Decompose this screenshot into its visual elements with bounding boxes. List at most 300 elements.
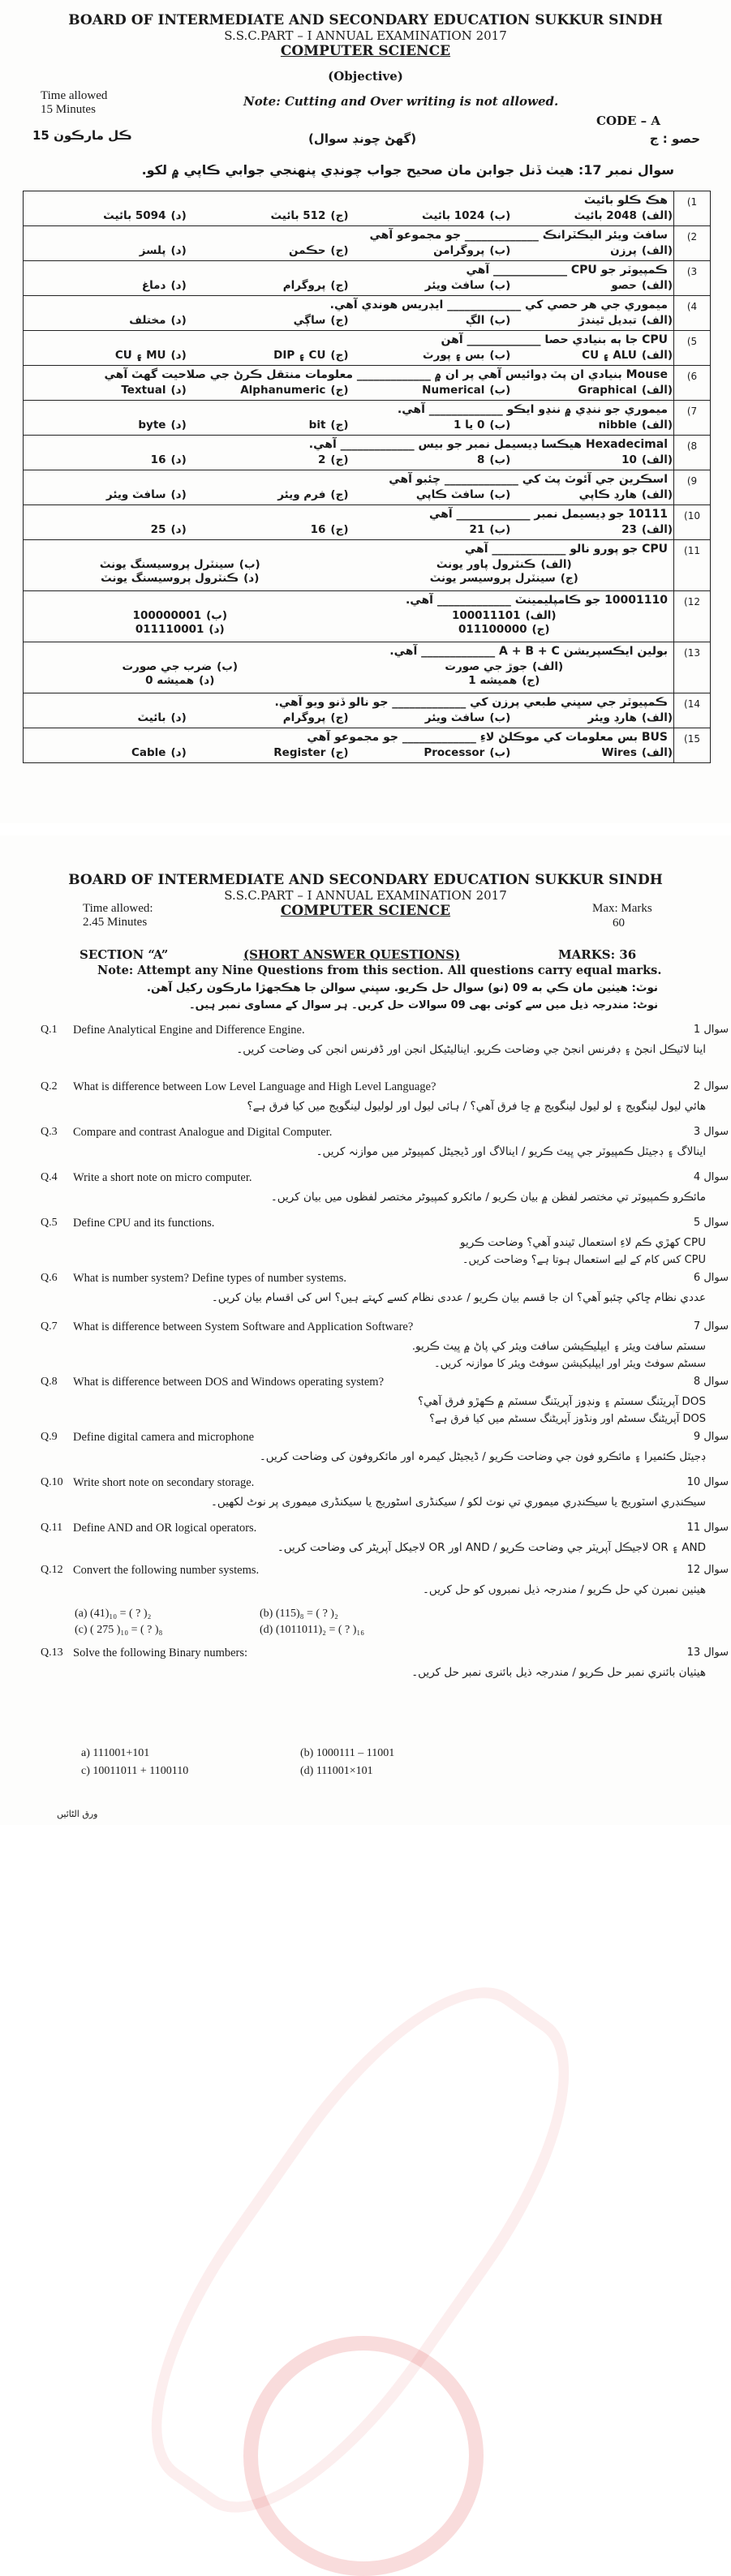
mcq-option-c [187,384,349,397]
question-translation-2: CPU کس کام کے لیے استعمال ہوتا ہے؟ وضاحت کریں۔ [462,1254,706,1266]
mcq-option-b [349,384,511,397]
option-letter: (الف) [641,453,673,466]
question-translation: ڊجيٽل ڪئميرا ۽ مائڪرو فون جي وضاحت ڪريو / ڈیجیٹل کیمرہ اور مائکروفون کی وضاحت کریں۔ [259,1450,706,1463]
q13-part: c) 10011011 + 1100110 [81,1765,189,1777]
mcq-option-b [349,244,511,257]
question-english: Write short note on secondary storage. [73,1476,255,1489]
question-number: Q.13 [41,1646,63,1659]
question-label-urdu: سوال 2 [693,1080,729,1093]
option-value: 2 [318,453,326,466]
option-letter: (ج) [330,711,349,724]
option-value: 100000001 [132,609,202,622]
option-letter: (د) [170,314,187,327]
option-value: تبديل ٿيندڙ [578,314,637,327]
mcq-number: (15 [674,728,711,763]
q12-part: (b) (115)₈ = ( ? )₂ [260,1608,338,1620]
mcq-option-a [510,488,673,501]
q12-part: (c) ( 275 )₁₀ = ( ? )₈ [75,1624,163,1636]
question-number: Q.1 [41,1024,58,1036]
watermark-seal [243,2336,484,2576]
question-label-urdu: سوال 12 [686,1564,729,1576]
question-label-urdu: سوال 8 [693,1376,729,1388]
mcq-row [24,331,711,366]
option-letter: (ج) [330,453,349,466]
option-letter: (ج) [522,674,540,687]
option-letter: (ب) [489,314,511,327]
mcq-option-a [510,314,673,327]
option-value: پروگرامن [433,244,485,257]
option-value: 10 [621,453,637,466]
option-value: ALU ۽ CU [582,349,637,362]
option-letter: (الف) [641,209,673,222]
option-value: هميشه 0 [145,674,195,687]
option-letter: (ج) [330,209,349,222]
question-english: What is difference between DOS and Windows operating system? [73,1376,385,1389]
option-value: ڪنٽرول پاور يونٽ [436,558,536,571]
mcq-question-text: ڪمپيوٽر جو CPU _____________ آهي [466,264,668,277]
mcq-option-b [349,746,511,759]
part-title: (گهڻ چونڊ سوال) [308,131,417,146]
mcq-row [24,226,711,261]
question-number: Q.2 [41,1080,58,1093]
mcq-option-c [187,711,349,724]
option-value: Wires [601,746,637,759]
mcq-option-d [24,674,336,687]
option-value: سافٽ ڪاپي [415,488,485,501]
option-value: 23 [621,523,637,536]
option-value: ساڳي [293,314,326,327]
objective-note: Note: Cutting and Over writing is not allowed. [243,94,559,109]
mcq-option-d [24,279,187,292]
max-marks-value: 60 [613,917,625,930]
mcq-option-d [24,349,187,362]
mcq-option-a [510,523,673,536]
exam-title: S.S.C.PART – I ANNUAL EXAMINATION 2017 [224,28,507,43]
mcq-number: (4 [674,296,711,331]
mcq-question-cell [24,541,673,590]
mcq-question-cell [24,227,673,260]
mcq-question-cell [24,332,673,364]
mcq-option-b [349,711,511,724]
option-value: 5094 بائيٽ [103,209,166,222]
mcq-question-cell [24,643,673,692]
mcq-option-d [24,523,187,536]
mcq-option-c [187,209,349,222]
question-translation: هيٺين نمبرن کي حل ڪريو / مندرجہ ذیل نمبروں کو حل کریں۔ [423,1583,706,1596]
mcq-option-a [349,558,660,571]
mcq-question-text: اسڪرين جي آئوٽ پٽ کي _____________ چئبو آهي [389,473,668,486]
time-label: Time allowed [41,89,108,102]
question-label-urdu: سوال 1 [693,1024,729,1036]
question-number: Q.4 [41,1171,58,1183]
option-value: 8 [476,453,485,466]
objective-instruction: سوال نمبر 17: هيٺ ڏنل جوابن مان صحيح جواب چونڊي پنهنجي جوابي ڪاپي ۾ لکو. [141,162,674,178]
question-english: Write a short note on micro computer. [73,1171,252,1184]
mcq-option-c [187,279,349,292]
mcq-option-d [24,623,336,636]
question-label-urdu: سوال 5 [693,1217,729,1229]
option-value: پروگرام [282,711,326,724]
mcq-row [24,296,711,331]
mcq-option-a [349,609,660,622]
mcq-row [24,470,711,505]
option-value: الڳ [465,314,485,327]
option-value: nibble [598,419,637,431]
option-letter: (ب) [239,558,260,571]
question-translation: سسٽم سافٽ ويئر ۽ ايپليڪيشن سافٽ ويئر کي پاڻ ۾ ڀيٽ ڪريو. [411,1340,706,1353]
option-value: 2048 بائيٽ [574,209,637,222]
question-label-urdu: سوال 7 [693,1320,729,1333]
question-number: Q.6 [41,1272,58,1284]
mcq-option-b [349,349,511,362]
question-english: Convert the following number systems. [73,1564,260,1577]
max-marks-label: Max: Marks [592,902,652,915]
option-value: 100011101 [451,609,521,622]
option-letter: (الف) [641,746,673,759]
mcq-row [24,540,711,591]
mcq-question-text: Hexadecimal هيڪسا ڊيسيمل نمبر جو بيس _____________ آهي. [308,438,668,451]
question-translation: اينا لاٽيڪل انجڻ ۽ ڊفرنس انجڻ جي وضاحت ڪريو. اینالیٹیکل انجن اور ڈفرنس انجن کی وضاحت کریں۔ [236,1043,706,1056]
mcq-number: (1 [674,191,711,226]
total-marks: ڪل مارڪون 15 [32,128,132,143]
option-letter: (د) [209,623,225,636]
option-value: هميشه 1 [468,674,518,687]
mcq-option-a [510,453,673,466]
question-number: Q.11 [41,1522,63,1534]
option-value: 512 بائيٽ [270,209,326,222]
subject-title-2: COMPUTER SCIENCE [280,903,451,919]
q13-part: a) 111001+101 [81,1747,150,1759]
question-translation: مائڪرو ڪمپيوٽر تي مختصر لفظن ۾ بيان ڪريو / مائکرو کمپیوٹر مختصر لفظوں میں بیان کریں۔ [270,1191,706,1204]
option-value: Alphanumeric [240,384,326,397]
mcq-question-text: هڪ ڪلو بائيٽ [583,194,668,207]
option-value: Graphical [578,384,637,397]
option-letter: (الف) [641,349,673,362]
option-value: پروگرام [282,279,326,292]
option-letter: (د) [170,523,187,536]
mcq-option-a [510,349,673,362]
q13-part: (d) 111001×101 [300,1765,373,1777]
section-marks: MARKS: 36 [558,947,637,962]
mcq-option-c [187,488,349,501]
q12-part: (d) (1011011)₂ = ( ? )₁₆ [260,1624,365,1636]
option-letter: (د) [170,244,187,257]
option-value: حصو [611,279,637,292]
option-value: MU ۽ CU [114,349,166,362]
option-value: Processor [424,746,485,759]
option-letter: (ج) [330,314,349,327]
mcq-question-cell [24,471,673,504]
section-type: (SHORT ANSWER QUESTIONS) [243,947,461,962]
option-letter: (ج) [330,419,349,431]
mcq-row [24,261,711,296]
option-value: هارڊ ويئر [587,711,637,724]
option-value: Register [273,746,326,759]
mcq-option-a [510,711,673,724]
option-letter: (الف) [641,488,673,501]
mcq-question-text: BUS بس معلومات کي موڪلڻ لاءِ _____________ جو مجموعو آهي [307,731,668,744]
mcq-number: (14 [674,693,711,728]
mcq-option-b [24,609,336,622]
option-letter: (ب) [206,609,227,622]
time-label-2: Time allowed: [83,902,153,915]
question-translation: سيڪنڊري اسٽوريج يا سيڪنڊري ميموري تي نوٽ لکو / سیکنڈری اسٹوریج یا سیکنڈری میموری پر نوٹ لکھیں۔ [210,1496,706,1509]
mcq-option-d [24,314,187,327]
option-value: بس ۽ پورٽ [423,349,485,362]
option-letter: (د) [170,349,187,362]
option-value: جوڙ جي صورت [445,660,528,673]
mcq-question-text: CPU جو پورو نالو _____________ آهي [464,543,668,556]
mcq-option-d [24,419,187,431]
mcq-option-b [24,558,336,571]
mcq-option-b [349,523,511,536]
question-label-urdu: سوال 4 [693,1171,729,1183]
mcq-question-cell [24,506,673,539]
mcq-question-text: ميموري جو ننڍي ۾ ننڍو ايڪو _____________ آهي. [397,403,668,416]
option-letter: (ب) [489,488,511,501]
mcq-number: (6 [674,366,711,401]
mcq-option-a [510,209,673,222]
option-letter: (الف) [525,609,557,622]
mcq-option-c [187,523,349,536]
mcq-option-a [510,279,673,292]
mcq-option-c [187,419,349,431]
option-value: Cable [131,746,166,759]
section-title: (Objective) [328,69,403,84]
section-note-urdu: نوٹ: مندرجہ ذیل میں سے کوئی بھی 09 سوالات حل کریں۔ ہر سوال کے مساوی نمبر ہیں۔ [188,999,658,1011]
question-label-urdu: سوال 3 [693,1126,729,1138]
option-letter: (ج) [330,384,349,397]
mcq-question-text: CPU جا ٻه بنيادي حصا _____________ آهن [441,333,668,346]
option-letter: (ب) [489,349,511,362]
option-value: ڪنٽرول پروسيسنگ يونٽ [101,572,239,585]
mcq-row [24,693,711,728]
time-value: 15 Minutes [41,103,96,116]
option-value: سينٽرل پروسيسنگ يونٽ [99,558,234,571]
option-letter: (ب) [489,453,511,466]
option-letter: (ب) [489,523,511,536]
mcq-question-text: 10001110 جو ڪامپليمينٽ _____________ آهي. [405,594,668,607]
option-value: ضرب جي صورت [122,660,213,673]
mcq-option-c [187,453,349,466]
option-value: byte [138,419,166,431]
mcq-question-cell [24,192,673,225]
option-value: بائيٽ [137,711,166,724]
mcq-option-d [24,488,187,501]
option-letter: (ب) [217,660,239,673]
mcq-option-c [349,674,660,687]
option-value: 21 [469,523,485,536]
mcq-option-a [510,244,673,257]
option-value: هارڊ ڪاپي [578,488,637,501]
mcq-row [24,642,711,693]
option-letter: (ج) [330,488,349,501]
mcq-row [24,401,711,436]
mcq-number: (8 [674,436,711,470]
mcq-option-c [187,746,349,759]
option-letter: (د) [243,572,260,585]
time-value-2: 2.45 Minutes [83,916,148,929]
option-letter: (الف) [641,314,673,327]
option-value: سافٽ ويئر [105,488,166,501]
question-translation-2: سسٹم سوفٹ ویئر اور ایپلیکیشن سوفٹ ویئر کا موازنہ کریں۔ [433,1358,706,1370]
mcq-option-b [349,314,511,327]
mcq-option-a [349,660,660,673]
option-letter: (ب) [489,279,511,292]
mcq-option-c [349,572,660,585]
question-translation-2: DOS آپریٹنگ سسٹم اور ونڈوز آپریٹنگ سسٹم میں کیا فرق ہے؟ [429,1413,706,1425]
option-value: Textual [121,384,166,397]
option-letter: (ب) [489,384,511,397]
q13-part: (b) 1000111 – 11001 [300,1747,395,1759]
option-letter: (د) [170,279,187,292]
mcq-question-cell [24,367,673,399]
option-value: فرم ويئر [277,488,326,501]
mcq-option-d [24,384,187,397]
question-english: What is difference between Low Level Language and High Level Language? [73,1080,436,1093]
mcq-option-b [24,660,336,673]
option-letter: (الف) [641,384,673,397]
question-number: Q.9 [41,1431,58,1443]
option-value: مختلف [129,314,166,327]
mcq-number: (3 [674,261,711,296]
mcq-row [24,366,711,401]
option-letter: (د) [199,674,215,687]
mcq-row [24,191,711,226]
mcq-option-b [349,209,511,222]
mcq-number: (10 [674,505,711,540]
mcq-option-b [349,279,511,292]
mcq-option-d [24,711,187,724]
question-label-urdu: سوال 13 [686,1646,729,1659]
mcq-number: (5 [674,331,711,366]
option-value: 16 [150,453,166,466]
option-letter: (الف) [540,558,572,571]
mcq-question-cell [24,401,673,434]
option-letter: (الف) [641,419,673,431]
objective-paper [0,0,731,823]
option-letter: (ج) [330,349,349,362]
mcq-question-cell [24,262,673,294]
mcq-option-d [24,746,187,759]
option-value: 16 [310,523,326,536]
mcq-question-text: بولين ايڪسپريشن A + B + C _____________ آهي. [389,645,668,658]
mcq-option-a [510,419,673,431]
mcq-option-b [349,419,511,431]
option-letter: (د) [170,488,187,501]
mcq-question-text: سافٽ ويئر اليڪٽرانڪ _____________ جو مجموعو آهي [369,229,668,242]
mcq-row [24,505,711,540]
question-number: Q.5 [41,1217,58,1229]
option-value: سافٽ ويئر [424,279,485,292]
mcq-row [24,728,711,763]
watermark-arc [95,1941,625,2559]
option-letter: (د) [170,453,187,466]
mcq-option-b [349,488,511,501]
q12-part: (a) (41)₁₀ = ( ? )₂ [75,1608,152,1620]
option-value: پلسز [139,244,166,257]
question-label-urdu: سوال 11 [686,1522,729,1534]
subject-title: COMPUTER SCIENCE [280,43,451,59]
mcq-question-cell [24,297,673,329]
option-value: 011110001 [135,623,204,636]
option-value: پرزن [610,244,637,257]
subjective-paper [0,835,731,1825]
option-value: Numerical [422,384,485,397]
option-letter: (د) [170,746,187,759]
option-letter: (الف) [532,660,564,673]
option-letter: (د) [170,209,187,222]
option-value: 25 [150,523,166,536]
board-title: BOARD OF INTERMEDIATE AND SECONDARY EDUCATION SUKKUR SINDH [68,12,663,28]
mcq-question-cell [24,694,673,727]
mcq-option-a [510,746,673,759]
mcq-question-text: 10111 جو ڊيسيمل نمبر _____________ آهي [428,508,668,521]
question-label-urdu: سوال 10 [686,1476,729,1488]
option-value: bit [308,419,326,431]
mcq-number: (13 [674,642,711,693]
exam-title-2: S.S.C.PART – I ANNUAL EXAMINATION 2017 [224,888,507,903]
option-letter: (ب) [489,419,511,431]
option-letter: (الف) [641,523,673,536]
question-translation: اينالاگ ۽ ڊجيٽل ڪمپيوٽر جي ڀيٽ ڪريو / اینالاگ اور ڈیجیٹل کمپیوٹر میں موازنہ کریں۔ [316,1145,706,1158]
question-number: Q.10 [41,1476,63,1488]
option-letter: (د) [170,384,187,397]
mcq-option-a [510,384,673,397]
mcq-option-c [349,623,660,636]
mcq-option-b [349,453,511,466]
option-value: 0 يا 1 [453,419,485,431]
option-value: CU ۽ DIP [273,349,326,362]
question-english: What is number system? Define types of number systems. [73,1272,347,1285]
question-translation: هيٺيان بائنري نمبر حل ڪريو / مندرجہ ذیل بائنری نمبر حل کریں۔ [411,1666,706,1679]
question-english: Solve the following Binary numbers: [73,1646,248,1659]
question-translation: CPU کهڙي ڪم لاءِ استعمال ٿيندو آهي؟ وضاحت ڪريو [460,1236,706,1249]
question-english: Compare and contrast Analogue and Digital Computer. [73,1126,333,1139]
section-a: SECTION “A” [80,947,169,962]
option-letter: (ب) [489,711,511,724]
mcq-option-d [24,453,187,466]
option-letter: (الف) [641,711,673,724]
option-value: حڪمن [289,244,326,257]
mcq-table [23,191,711,763]
option-value: 011100000 [458,623,527,636]
section-note-sindhi: نوٽ: هيٺين مان ڪي به 09 (نو) سوال حل ڪريو. سڀني سوالن جا هڪجهڙا مارڪون رکيل آهن. [146,981,658,994]
option-letter: (ب) [489,209,511,222]
option-letter: (ج) [531,623,550,636]
mcq-question-text: Mouse بنيادي ان پٽ ڊوائيس آهي پر ان ۾ _____________ معلومات منتقل ڪرڻ جي صلاحيت گهٽ آهي [104,368,668,381]
question-translation: هائي ليول لينگويج ۽ لو ليول لينگويج ۾ ڇا فرق آهي؟ / ہائی لیول اور لولیول لینگویج میں کیا فرق ہے؟ [247,1100,706,1113]
mcq-option-d [24,209,187,222]
option-value: 1024 بائيٽ [422,209,485,222]
question-label-urdu: سوال 9 [693,1431,729,1443]
option-letter: (ج) [560,572,578,585]
mcq-question-text: ميموري جي هر حصي کي _____________ ايڊريس هوندي آهي. [329,298,668,311]
question-english: Define digital camera and microphone [73,1431,255,1444]
mcq-option-d [24,244,187,257]
mcq-number: (9 [674,470,711,505]
option-letter: (ب) [489,746,511,759]
mcq-question-text: ڪمپيوٽر جي سڀني طبعي پرزن کي _____________ جو نالو ڏنو ويو آهي. [274,696,668,709]
question-english: Define CPU and its functions. [73,1217,215,1230]
mcq-question-cell [24,729,673,762]
question-translation: DOS آپريٽنگ سسٽم ۽ ونڊوز آپريٽنگ سسٽم ۾ ڪهڙو فرق آهي؟ [417,1395,706,1408]
mcq-question-cell [24,436,673,469]
mcq-question-cell [24,592,673,641]
question-english: What is difference between System Software and Application Software? [73,1320,414,1333]
option-letter: (ب) [489,244,511,257]
mcq-row [24,591,711,642]
